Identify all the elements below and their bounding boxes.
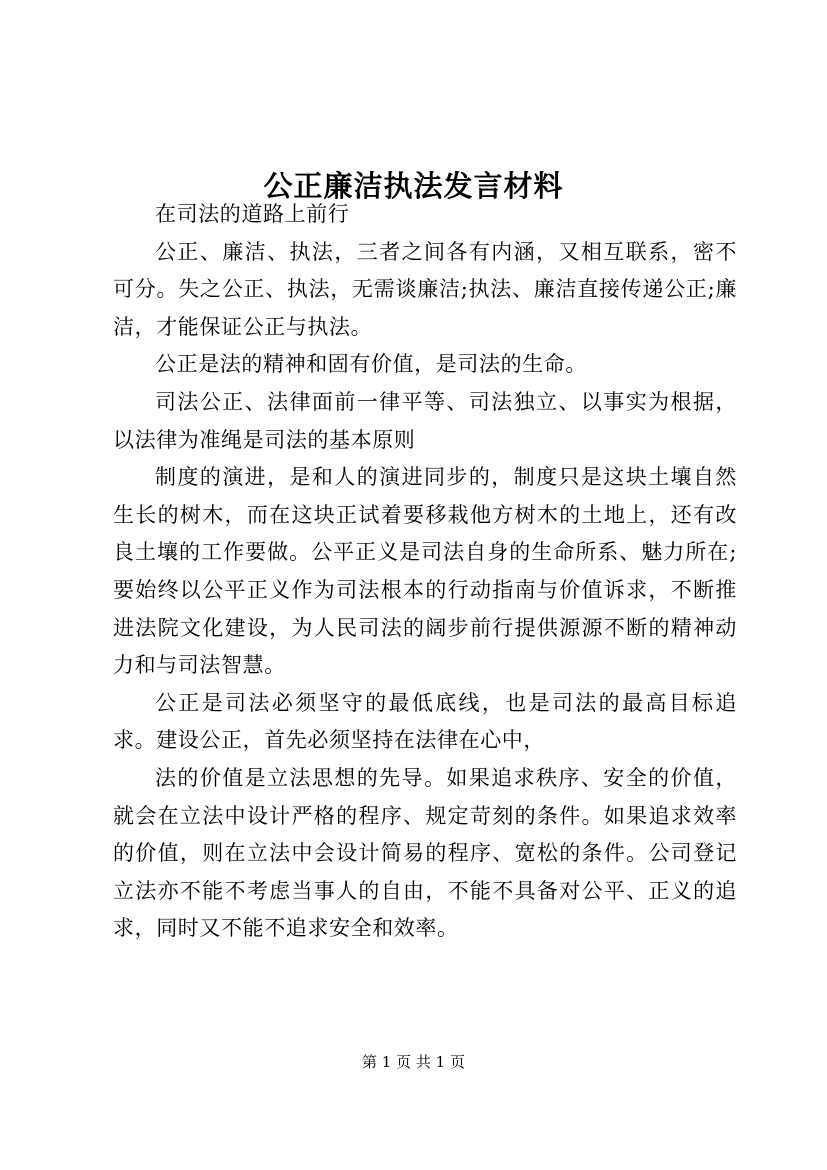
- paragraph-4: 司法公正、法律面前一律平等、司法独立、以事实为根据，以法律为准绳是司法的基本原则: [113, 389, 737, 452]
- paragraph-7: 法的价值是立法思想的先导。如果追求秩序、安全的价值，就会在立法中设计严格的程序、规定苛刻的条件。如果追求效率的价值，则在立法中会设计简易的程序、宽松的条件。公司登记立法亦不能不考虑当事人的自由，不能不具备对公平、正义的追求，同时又不能不追求安全和效率。: [113, 765, 737, 941]
- document-body: [113, 196, 737, 948]
- page-number-footer: 第 1 页 共 1 页: [362, 1053, 465, 1071]
- document-title: 公正廉洁执法发言材料: [263, 169, 564, 204]
- paragraph-3: 公正是法的精神和固有价值，是司法的生命。: [155, 352, 587, 377]
- paragraph-6: 公正是司法必须坚守的最低底线，也是司法的最高目标追求。建设公正，首先必须坚持在法律在心中，: [113, 690, 737, 753]
- paragraph-1: 在司法的道路上前行: [155, 202, 350, 226]
- paragraph-5: 制度的演进，是和人的演进同步的，制度只是这块土壤自然生长的树木，而在这块正试着要移栽他方树木的土地上，还有改良土壤的工作要做。公平正义是司法自身的生命所系、魅力所在;要始终以公平正义作为司法根本的行动指南与价值诉求，不断推进法院文化建设，为人民司法的阔步前行提供源源不断的精神动力和与司法智慧。: [113, 465, 737, 678]
- paragraph-2: 公正、廉洁、执法，三者之间各有内涵，又相互联系，密不可分。失之公正、执法，无需谈廉洁;执法、廉洁直接传递公正;廉洁，才能保证公正与执法。: [113, 239, 737, 339]
